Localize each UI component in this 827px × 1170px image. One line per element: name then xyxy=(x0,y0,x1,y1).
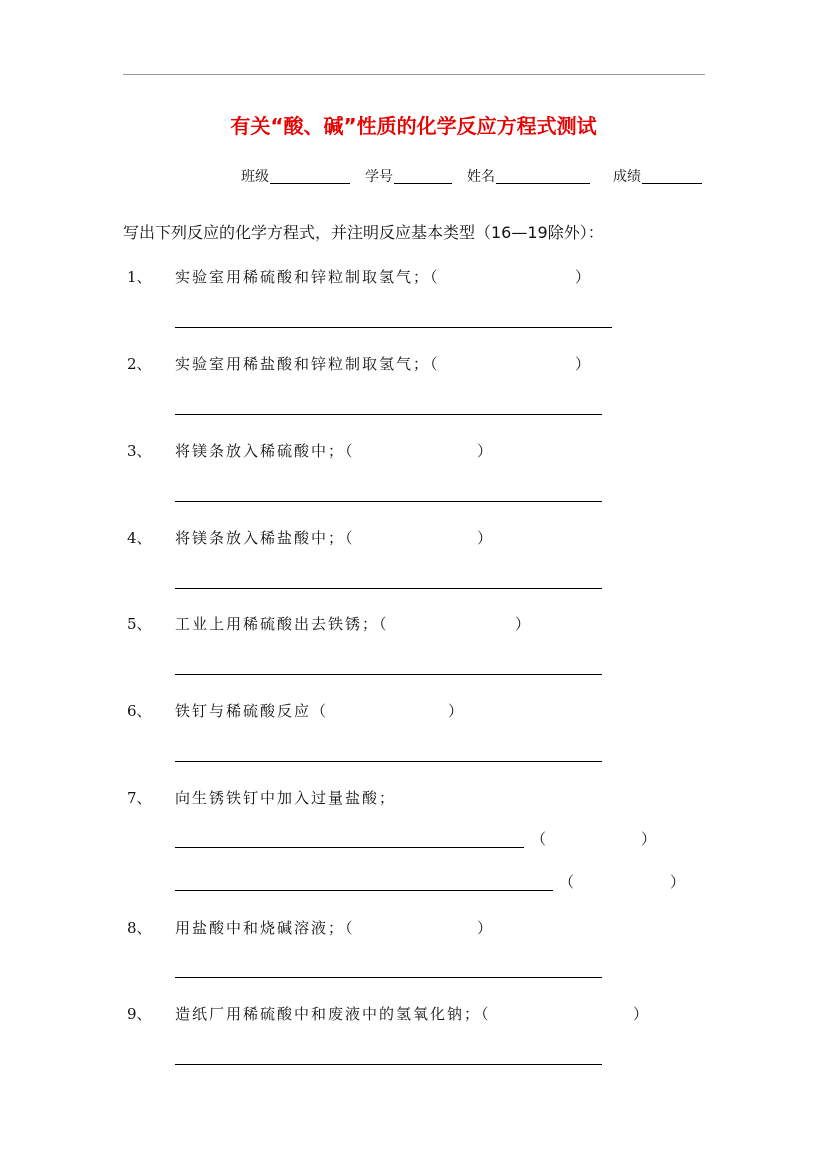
close-paren: ） xyxy=(575,355,591,373)
name-blank[interactable] xyxy=(496,168,590,184)
question-text: 实验室用稀硫酸和锌粒制取氢气；（ xyxy=(175,268,440,286)
class-blank[interactable] xyxy=(270,168,350,184)
close-paren: ） xyxy=(515,615,531,633)
answer-line[interactable] xyxy=(175,501,602,502)
question-text: 实验室用稀盐酸和锌粒制取氢气；（ xyxy=(175,355,440,373)
answer-line[interactable] xyxy=(175,761,602,762)
number-field: 学号 xyxy=(365,166,452,186)
question-number: 3、 xyxy=(127,442,152,460)
answer-line[interactable] xyxy=(175,414,602,415)
question-number: 7、 xyxy=(127,789,152,807)
class-field: 班级 xyxy=(241,166,350,186)
question-text: 向生锈铁钉中加入过量盐酸； xyxy=(175,789,397,807)
score-blank[interactable] xyxy=(642,168,702,184)
close-paren: ） xyxy=(670,873,686,891)
open-paren: （ xyxy=(531,830,547,848)
header-rule xyxy=(123,74,705,75)
answer-line[interactable] xyxy=(175,674,602,675)
answer-line[interactable] xyxy=(175,847,524,848)
question-number: 5、 xyxy=(127,615,152,633)
question-number: 6、 xyxy=(127,702,152,720)
question-number: 9、 xyxy=(127,1005,152,1023)
question-text: 铁钉与稀硫酸反应（ xyxy=(175,702,329,720)
close-paren: ） xyxy=(641,830,657,848)
question-number: 2、 xyxy=(127,355,152,373)
question-text: 用盐酸中和烧碱溶液；（ xyxy=(175,919,355,937)
answer-line[interactable] xyxy=(175,1064,602,1065)
answer-line[interactable] xyxy=(175,588,602,589)
instruction: 写出下列反应的化学方程式，并注明反应基本类型（16—19除外）： xyxy=(123,223,604,242)
question-text: 造纸厂用稀硫酸中和废液中的氢氧化钠；（ xyxy=(175,1005,491,1023)
question-text: 将镁条放入稀硫酸中；（ xyxy=(175,442,355,460)
question-text: 将镁条放入稀盐酸中；（ xyxy=(175,529,355,547)
score-field: 成绩 xyxy=(613,166,702,186)
name-field: 姓名 xyxy=(467,166,590,186)
close-paren: ） xyxy=(575,268,591,286)
question-number: 8、 xyxy=(127,919,152,937)
close-paren: ） xyxy=(477,919,493,937)
number-blank[interactable] xyxy=(394,168,452,184)
close-paren: ） xyxy=(633,1005,649,1023)
question-number: 4、 xyxy=(127,529,152,547)
close-paren: ） xyxy=(477,529,493,547)
page-title: 有关“酸、碱”性质的化学反应方程式测试 xyxy=(230,114,597,138)
answer-line[interactable] xyxy=(175,977,602,978)
open-paren: （ xyxy=(559,873,575,891)
question-number: 1、 xyxy=(127,268,152,286)
answer-line[interactable] xyxy=(175,890,553,891)
answer-line[interactable] xyxy=(175,327,612,328)
close-paren: ） xyxy=(448,702,464,720)
question-text: 工业上用稀硫酸出去铁锈；（ xyxy=(175,615,389,633)
close-paren: ） xyxy=(477,442,493,460)
